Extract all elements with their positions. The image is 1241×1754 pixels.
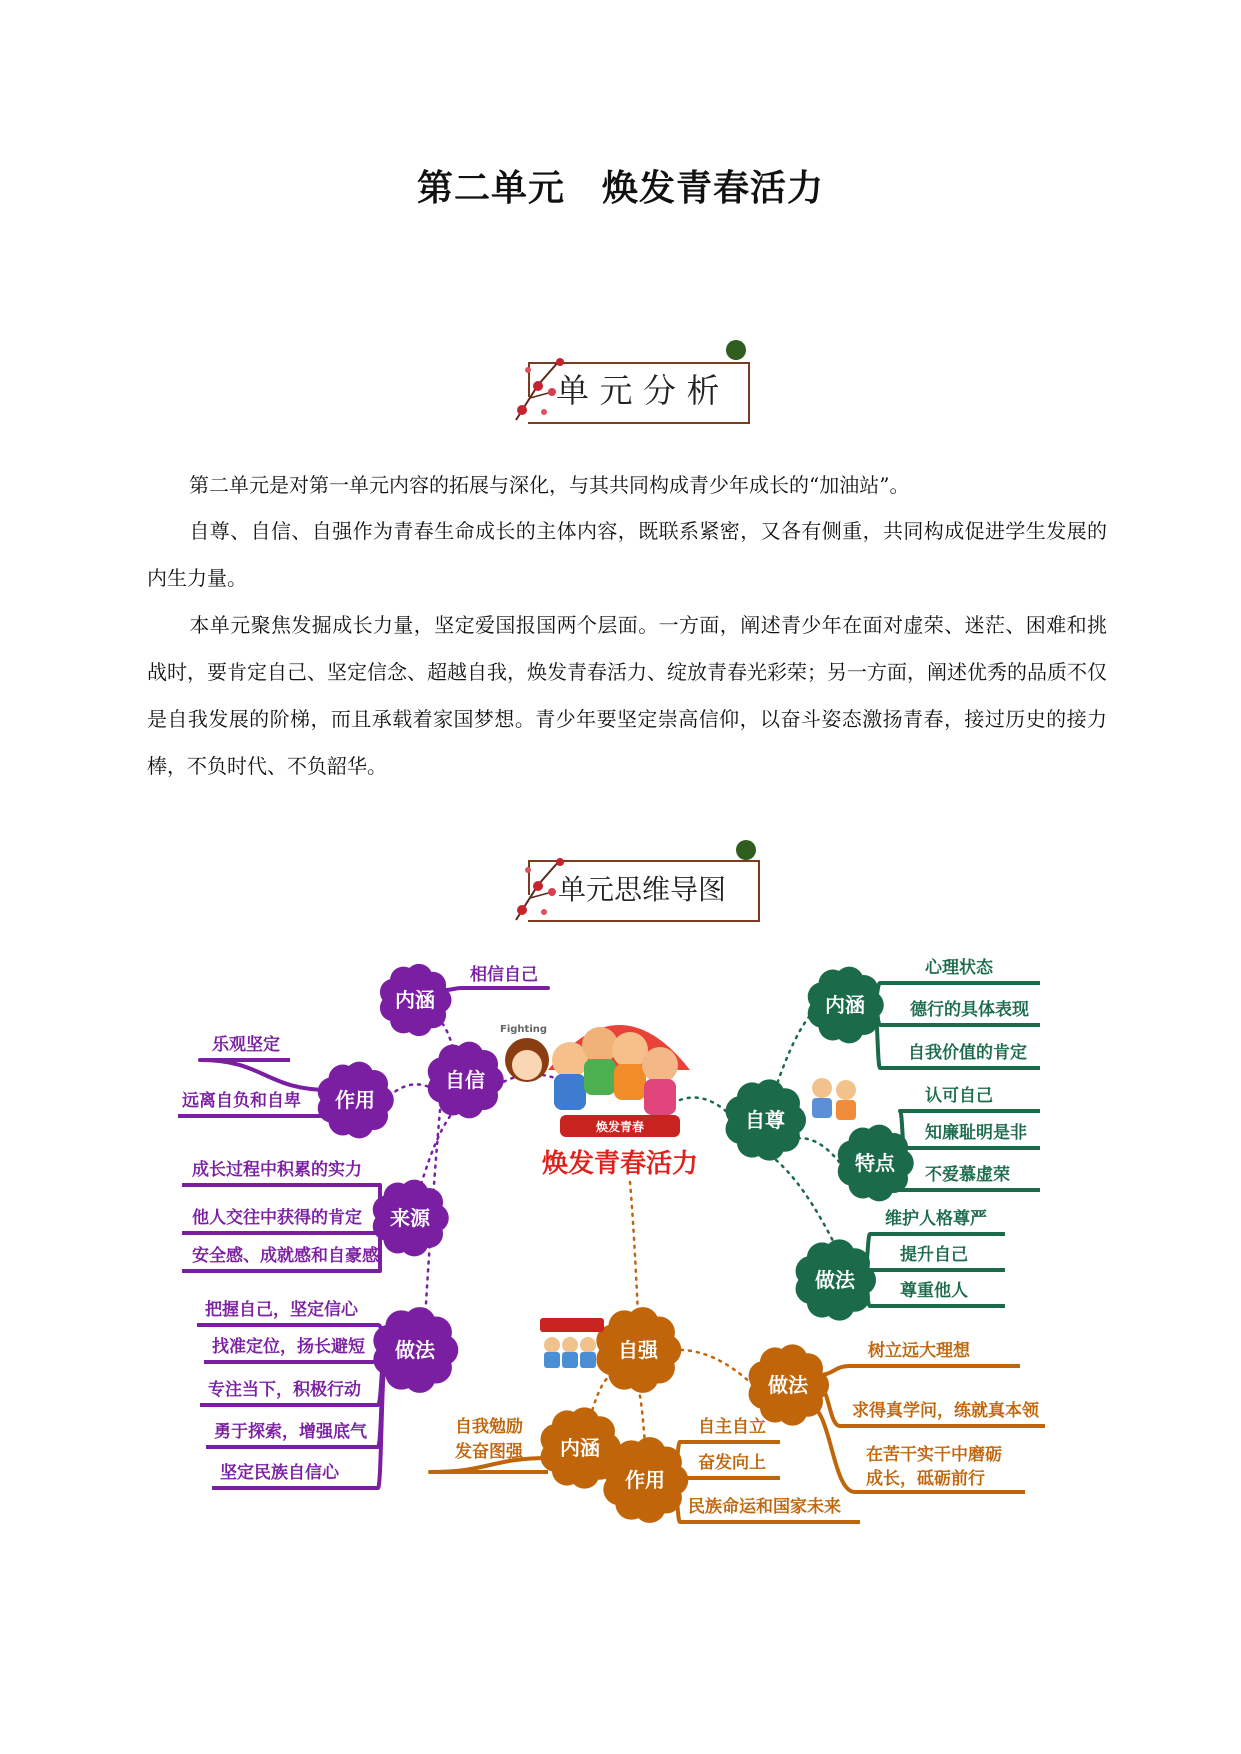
link-ziqiang-zuoyong	[638, 1388, 645, 1445]
node-ziqiang-neihan-label: 内涵	[560, 1436, 600, 1460]
leaf-zizun-tedian-2: 不爱慕虚荣	[925, 1165, 1010, 1185]
leaf-ziqiang-zuoyong-1: 奋发向上	[698, 1453, 766, 1473]
paragraph-1-text: 第二单元是对第一单元内容的拓展与深化，与其共同构成青少年成长的“加油站”。	[189, 473, 910, 497]
paragraph-1	[147, 462, 1107, 509]
mind-map	[0, 920, 1241, 1540]
leaf-zizun-tedian-1: 知廉耻明是非	[925, 1123, 1027, 1143]
node-ziqiang-label: 自强	[618, 1338, 658, 1362]
link-zizun-zuofa	[770, 1155, 835, 1245]
leaf-zizun-neihan-1: 德行的具体表现	[910, 1000, 1029, 1020]
node-zixin-zuoyong	[318, 1062, 394, 1139]
celebration-illustration	[548, 1025, 690, 1137]
leaf-ziqiang-zuoyong-2: 民族命运和国家未来	[688, 1497, 841, 1517]
node-zizun-tedian-label: 特点	[855, 1151, 895, 1175]
leaf-zixin-zuofa-0: 把握自己，坚定信心	[205, 1300, 358, 1320]
leaf-zizun-zuofa-2: 尊重他人	[900, 1281, 968, 1301]
leaf-ziqiang-zuoyong-0: 自主自立	[698, 1417, 766, 1437]
node-zixin-neihan-label: 内涵	[395, 988, 435, 1012]
person-body	[554, 1074, 586, 1110]
leaf-zizun-tedian-0: 认可自己	[925, 1086, 993, 1106]
link-center-ziqiang	[630, 1182, 638, 1315]
node-zixin-laiyuan	[373, 1180, 449, 1257]
person-body	[644, 1079, 676, 1115]
node-zixin-laiyuan-label: 来源	[390, 1206, 430, 1230]
node-zixin-neihan	[380, 964, 452, 1036]
kid-body	[580, 1352, 596, 1368]
node-zizun-neihan-label: 内涵	[825, 993, 865, 1017]
leaf-zixin-zuofa-3: 勇于探索，增强底气	[214, 1422, 367, 1442]
paragraph-3	[147, 602, 1107, 790]
node-ziqiang	[596, 1307, 681, 1393]
node-zizun-label: 自尊	[745, 1108, 785, 1132]
page-title: 第二单元 焕发青春活力	[416, 167, 824, 209]
node-zixin-zuofa	[373, 1307, 458, 1393]
leaf-zixin-zuofa-2: 专注当下，积极行动	[208, 1380, 361, 1400]
link-ziqiang-zuofa	[673, 1350, 753, 1385]
kid-body	[562, 1352, 578, 1368]
node-ziqiang-zuofa-label: 做法	[768, 1373, 808, 1397]
kid-head	[580, 1337, 596, 1353]
section-banner-analysis	[508, 340, 758, 430]
kid-head	[836, 1080, 856, 1100]
kid-body	[812, 1098, 832, 1118]
leaf-zixin-laiyuan-1: 他人交往中获得的肯定	[192, 1208, 362, 1228]
leaf-zixin-zuoyong-0: 乐观坚定	[212, 1035, 280, 1055]
leaf-ziqiang-zuofa-3: 成长，砥砺前行	[866, 1469, 985, 1489]
leaf-zixin-zuoyong-0-line	[200, 1060, 330, 1090]
leaf-ziqiang-neihan-1: 发奋图强	[455, 1442, 523, 1462]
leaf-ziqiang-zuofa-1: 求得真学问，练就真本领	[852, 1401, 1039, 1421]
kid-head	[544, 1337, 560, 1353]
leaf-zizun-zuofa-0: 维护人格尊严	[885, 1209, 987, 1229]
node-zizun-neihan	[808, 967, 884, 1044]
fighting-girl-illustration	[500, 1024, 549, 1082]
person-body	[584, 1059, 616, 1095]
link-zizun-neihan	[775, 1010, 815, 1090]
node-zizun-zuofa	[796, 1239, 877, 1320]
leaf-zixin-zuofa-4: 坚定民族自信心	[220, 1463, 339, 1483]
center-badge-text: 焕发青春	[595, 1120, 645, 1134]
node-zizun	[726, 1079, 807, 1160]
banner-dot	[736, 840, 756, 860]
kid-body	[836, 1100, 856, 1120]
kids-banner	[540, 1318, 604, 1332]
section-title-mindmap: 单元思维导图	[558, 873, 727, 906]
person-head	[582, 1027, 618, 1063]
banner-dot	[726, 340, 746, 360]
leaf-zizun-neihan-0: 心理状态	[925, 958, 993, 978]
section-title-analysis: 单 元 分 析	[556, 371, 720, 410]
fighting-label: Fighting	[500, 1024, 548, 1035]
person-head	[642, 1047, 678, 1083]
node-zizun-zuofa-label: 做法	[815, 1268, 855, 1292]
leaf-zizun-neihan-2: 自我价值的肯定	[908, 1043, 1027, 1063]
kids-banner-illustration	[540, 1318, 604, 1368]
node-zixin	[428, 1042, 504, 1119]
leaf-zizun-zuofa-1: 提升自己	[900, 1245, 968, 1265]
node-ziqiang-zuofa	[749, 1344, 830, 1425]
leaf-zixin-zuoyong-1: 远离自负和自卑	[182, 1091, 301, 1111]
section-banner-mindmap	[508, 840, 768, 930]
center-title: 焕发青春活力	[541, 1149, 699, 1179]
leaf-zixin-neihan-0: 相信自己	[470, 965, 538, 985]
paragraph-2	[147, 508, 1107, 602]
person-body	[614, 1064, 646, 1100]
node-zixin-zuoyong-label: 作用	[335, 1088, 375, 1112]
leaf-ziqiang-neihan-0: 自我勉励	[455, 1417, 523, 1437]
leaf-zixin-laiyuan-0: 成长过程中积累的实力	[192, 1160, 362, 1180]
leaf-ziqiang-zuofa-0: 树立远大理想	[868, 1341, 970, 1361]
leaf-ziqiang-zuofa-2: 在苦干实干中磨砺	[866, 1445, 1002, 1465]
kids-illustration	[812, 1078, 856, 1120]
node-zixin-label: 自信	[445, 1068, 485, 1092]
leaf-zixin-zuofa-1: 找准定位，扬长避短	[212, 1337, 365, 1357]
paragraph-2-text: 自尊、自信、自强作为青春生命成长的主体内容，既联系紧密，又各有侧重，共同构成促进学生发展的内生力量。	[147, 519, 1107, 590]
girl-face	[512, 1050, 542, 1080]
kid-body	[544, 1352, 560, 1368]
leaf-zixin-neihan-0-line	[445, 988, 462, 990]
node-zizun-tedian	[838, 1125, 914, 1202]
kid-head	[812, 1078, 832, 1098]
leaf-zixin-laiyuan-2: 安全感、成就感和自豪感	[192, 1246, 379, 1266]
kid-head	[562, 1337, 578, 1353]
node-ziqiang-zuoyong-label: 作用	[625, 1468, 665, 1492]
paragraph-3-text: 本单元聚焦发掘成长力量，坚定爱国报国两个层面。一方面，阐述青少年在面对虚荣、迷茫、困难和挑战时，要肯定自己、坚定信念、超越自我，焕发青春活力、绽放青春光彩荣；另一方面，阐述优秀的品质不仅是自我发展的阶梯，而且承载着家国梦想。青少年要坚定崇高信仰，以奋斗姿态激扬青春，接过历史的接力棒，不负时代、不负韶华。	[147, 613, 1107, 778]
node-zixin-zuofa-label: 做法	[395, 1338, 435, 1362]
